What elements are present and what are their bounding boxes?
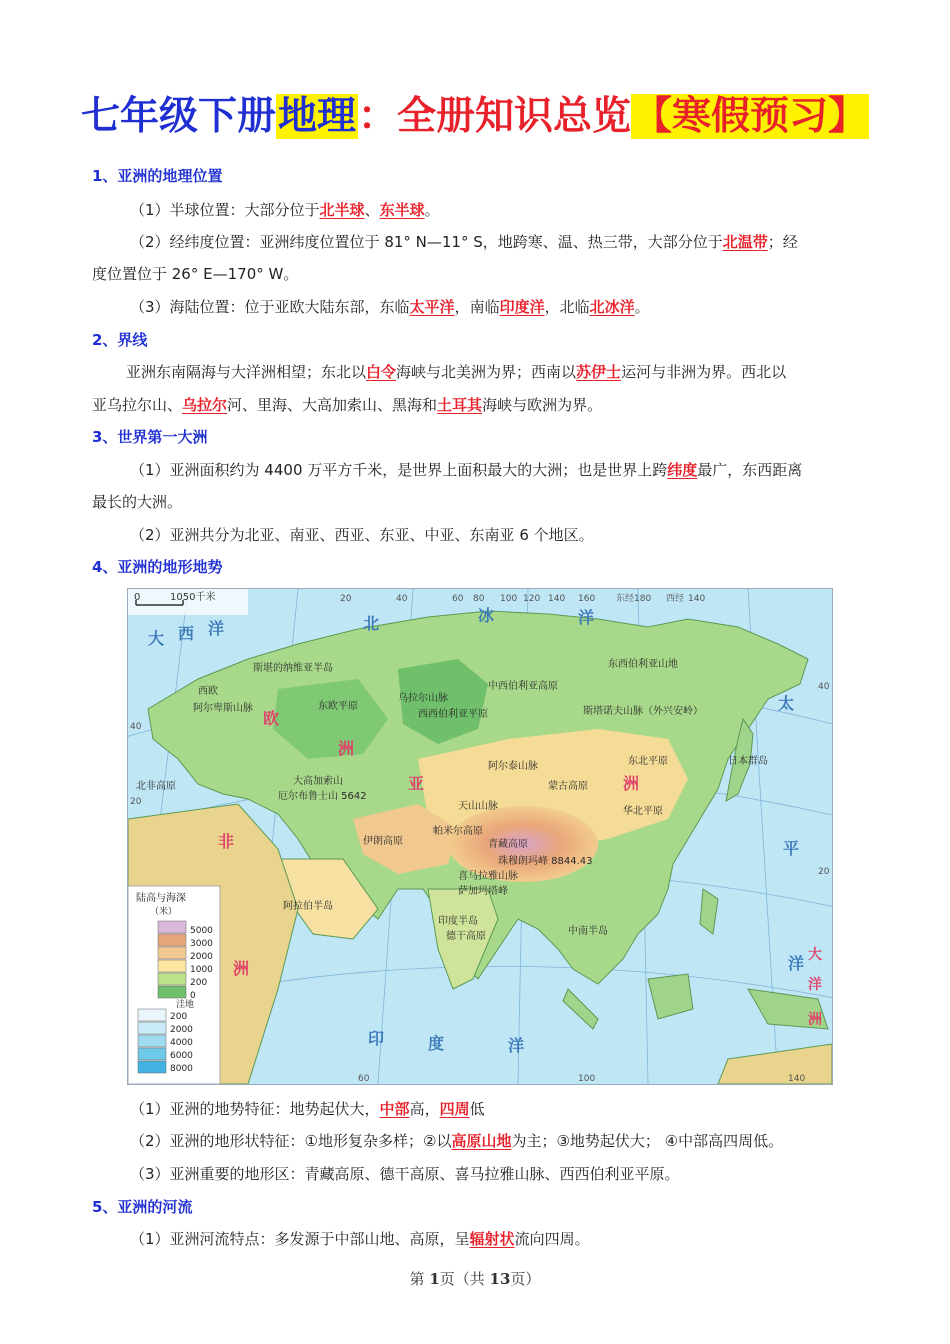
s4-l2-text: （2）亚洲的地形状特征：①地形复杂多样；②以: [130, 1132, 452, 1150]
tick: 120: [523, 594, 541, 604]
label-tianshan: 天山山脉: [458, 801, 498, 812]
s2-line-2: [92, 395, 862, 415]
s2-l2-text2: 河、里海、大高加索山、黑海和: [227, 396, 438, 414]
tick: 西经: [666, 594, 685, 604]
title-part2: 地理: [277, 94, 356, 139]
label-pamir: 帕米尔高原: [433, 826, 483, 837]
section-3-heading: 3、世界第一大洲: [92, 428, 208, 446]
label-stanovoy: 斯塔诺夫山脉（外兴安岭）: [583, 706, 703, 717]
legend-land-swatch: [158, 934, 186, 946]
key-term: 乌拉尔: [182, 396, 228, 414]
arctic-char-1: 北: [363, 614, 380, 633]
s2-l2-text: 亚乌拉尔山、: [92, 396, 183, 414]
legend-land-swatch: [158, 960, 186, 972]
atlantic-char-3: 洋: [208, 619, 225, 638]
s1-l2-text: （2）经纬度位置：亚洲纬度位置位于 81° N—11° S，地跨寒、温、热三带，大部分位于: [130, 233, 723, 251]
arctic-char-2: 冰: [478, 606, 495, 625]
map-svg: [128, 589, 832, 1084]
key-term: 四周: [439, 1100, 470, 1118]
s2-l1-end: 运河与非洲为界。西北以: [621, 363, 787, 381]
pacific-char-2: 平: [783, 839, 800, 858]
key-term: 北温带: [722, 233, 768, 251]
s1-l2-end: ；经: [767, 233, 798, 251]
scale-zero: 0: [134, 592, 141, 603]
tick: 100: [578, 1074, 596, 1084]
tick: 20: [818, 867, 830, 877]
africa-char-2: 洲: [233, 959, 250, 978]
legend-land-label: 200: [190, 978, 208, 988]
legend-unit: （米）: [150, 907, 178, 917]
key-term: 苏伊士: [576, 363, 622, 381]
tick: 20: [130, 797, 142, 807]
title-part4: 【寒假预习】: [633, 94, 868, 139]
page-footer: [0, 1268, 950, 1289]
indian-char-1: 印: [368, 1029, 385, 1048]
tick: 60: [358, 1074, 370, 1084]
s1-l4-text3: ，北临: [544, 298, 590, 316]
section-2-heading: 2、界线: [92, 331, 148, 349]
label-iran: 伊朗高原: [363, 836, 403, 847]
section-5-heading: 5、亚洲的河流: [92, 1198, 193, 1216]
legend-sea-label: 2000: [170, 1025, 193, 1035]
s4-line-1: [130, 1099, 900, 1119]
section-4-heading: 4、亚洲的地形地势: [92, 558, 223, 576]
legend-sea-label: 200: [170, 1012, 188, 1022]
label-mongolia: 蒙古高原: [548, 781, 588, 792]
label-east-euro-plain: 东欧平原: [318, 701, 358, 712]
s4-l1-text: （1）亚洲的地势特征：地势起伏大，: [130, 1100, 380, 1118]
s1-l4-text2: ，南临: [454, 298, 500, 316]
label-arabia: 阿拉伯半岛: [283, 901, 333, 912]
s1-l1-end: 。: [424, 201, 440, 219]
label-tibet: 青藏高原: [488, 839, 528, 850]
legend-sea-swatch: [138, 1022, 166, 1034]
legend-sea-label: 8000: [170, 1064, 193, 1074]
oceania-char-1: 大: [808, 947, 822, 963]
footer-prefix: 第: [409, 1270, 430, 1288]
title-part3: ：全册知识总览: [358, 94, 632, 139]
s3-l1-text: （1）亚洲面积约为 4400 万平方千米，是世界上面积最大的大洲；也是世界上跨: [130, 461, 668, 479]
key-term: 中部: [379, 1100, 410, 1118]
indian-char-3: 洋: [508, 1036, 525, 1055]
s1-l4-end: 。: [634, 298, 650, 316]
legend-land-label: 5000: [190, 926, 213, 936]
s5-line-1: [130, 1229, 900, 1249]
s3-line-1: [130, 460, 900, 480]
key-term: 北冰洋: [589, 298, 635, 316]
s3-line-3: （2）亚洲共分为北亚、南亚、西亚、东亚、中亚、东南亚 6 个地区。: [130, 526, 594, 544]
label-scandinavia: 斯堪的纳维亚半岛: [253, 663, 333, 674]
europe-char-2: 洲: [338, 739, 355, 758]
atlantic-char-1: 大: [148, 629, 165, 648]
s3-l1-end: 最广，东西距离: [697, 461, 803, 479]
s4-l1-text2: 高，: [409, 1100, 440, 1118]
key-term: 东半球: [379, 201, 425, 219]
s1-line-4: [130, 297, 900, 317]
label-e-siberia: 东西伯利亚山地: [608, 659, 678, 670]
key-term: 辐射状: [469, 1230, 515, 1248]
label-japan: 日本群岛: [728, 756, 768, 767]
s1-line-3: 度位置位于 26° E—170° W。: [92, 265, 299, 283]
s1-l1-sep: 、: [364, 201, 380, 219]
label-everest: 珠穆朗玛峰 8844.43: [498, 856, 593, 867]
legend-land-swatch: [158, 986, 186, 998]
map-scale: [128, 589, 248, 615]
map-legend: [128, 886, 220, 1084]
s2-l1-text2: 海峡与北美洲为界；西南以: [396, 363, 577, 381]
label-w-siberia: 西西伯利亚平原: [418, 709, 488, 720]
legend-sea-label: 6000: [170, 1051, 193, 1061]
label-indian-pen: 印度半岛: [438, 916, 478, 927]
tick: 40: [396, 594, 408, 604]
footer-total-pages: 13: [489, 1270, 511, 1288]
tick: 140: [788, 1074, 806, 1084]
label-c-siberia: 中西伯利亚高原: [488, 681, 558, 692]
asia-char-2: 洲: [623, 774, 640, 793]
label-altai: 阿尔泰山脉: [488, 761, 538, 772]
page-title: [0, 88, 950, 146]
label-himalaya: 喜马拉雅山脉: [458, 871, 518, 882]
s5-l1-text: （1）亚洲河流特点：多发源于中部山地、高原，呈: [130, 1230, 470, 1248]
europe-char-1: 欧: [263, 709, 280, 728]
s4-l2-end: 为主；③地势起伏大； ④中部高四周低。: [511, 1132, 784, 1150]
label-indochina: 中南半岛: [568, 926, 608, 937]
legend-sea-swatch: [138, 1048, 166, 1060]
title-part1: 七年级下册: [80, 94, 276, 139]
asia-topographic-map: [127, 588, 833, 1085]
arctic-char-3: 洋: [578, 608, 595, 627]
tick: 40: [818, 682, 830, 692]
legend-land-swatch: [158, 947, 186, 959]
label-deccan: 德干高原: [446, 931, 486, 942]
key-term: 印度洋: [499, 298, 545, 316]
tick: 100: [500, 594, 518, 604]
s4-line-2: [130, 1131, 900, 1151]
legend-lowland: 洼地: [176, 1000, 195, 1010]
label-kanchenjunga: 萨加玛塔峰: [458, 886, 508, 897]
label-caucasus: 大高加索山: [293, 776, 343, 787]
tick: 160: [578, 594, 596, 604]
s4-l1-end: 低: [469, 1100, 485, 1118]
footer-page-number: 1: [429, 1270, 440, 1288]
legend-sea-swatch: [138, 1061, 166, 1073]
label-ural: 乌拉尔山脉: [398, 693, 448, 704]
legend-title: 陆高与海深: [136, 893, 186, 904]
oceania-char-3: 洲: [808, 1012, 822, 1028]
oceania-char-2: 洋: [808, 977, 822, 993]
label-west-europe: 西欧: [198, 686, 218, 697]
s3-line-2: 最长的大洲。: [92, 493, 183, 511]
s1-l4-text: （3）海陆位置：位于亚欧大陆东部，东临: [130, 298, 410, 316]
indian-char-2: 度: [428, 1034, 445, 1053]
label-alps: 阿尔卑斯山脉: [193, 703, 253, 714]
s2-line-1: [126, 362, 896, 382]
atlantic-char-2: 西: [178, 624, 195, 643]
legend-sea-label: 4000: [170, 1038, 193, 1048]
key-term: 北半球: [319, 201, 365, 219]
label-n-africa: 北非高原: [136, 781, 176, 792]
s5-l1-end: 流向四周。: [514, 1230, 590, 1248]
tick: 140: [688, 594, 706, 604]
legend-land-swatch: [158, 973, 186, 985]
key-term: 土耳其: [437, 396, 483, 414]
key-term: 高原山地: [451, 1132, 512, 1150]
label-north-china: 华北平原: [623, 806, 663, 817]
footer-suffix: 页）: [510, 1270, 541, 1288]
legend-land-label: 1000: [190, 965, 213, 975]
legend-land-label: 3000: [190, 939, 213, 949]
legend-sea-swatch: [138, 1009, 166, 1021]
section-1-heading: 1、亚洲的地理位置: [92, 167, 223, 185]
asia-char-1: 亚: [408, 774, 425, 793]
legend-sea-swatch: [138, 1035, 166, 1047]
tick: 80: [473, 594, 485, 604]
footer-mid: 页（共: [439, 1270, 490, 1288]
tick: 60: [452, 594, 464, 604]
pacific-char-3: 洋: [788, 954, 805, 973]
africa-char-1: 非: [218, 832, 235, 851]
label-ne-plain: 东北平原: [628, 756, 668, 767]
tick: 40: [130, 722, 142, 732]
key-term: 纬度: [667, 461, 698, 479]
pacific-char-1: 太: [778, 694, 795, 713]
tick: 140: [548, 594, 566, 604]
legend-sea-swatches: [138, 1009, 193, 1074]
label-elbrus: 厄尔布鲁士山 5642: [278, 791, 367, 802]
s1-line-1: [130, 200, 900, 220]
legend-land-swatch: [158, 921, 186, 933]
s2-l2-end: 海峡与欧洲为界。: [482, 396, 603, 414]
s1-l1-text: （1）半球位置：大部分位于: [130, 201, 320, 219]
legend-land-label: 2000: [190, 952, 213, 962]
s1-line-2: [130, 232, 900, 252]
s4-line-3: （3）亚洲重要的地形区：青藏高原、德干高原、喜马拉雅山脉、西西伯利亚平原。: [130, 1165, 680, 1183]
legend-land-label: 0: [190, 991, 196, 1001]
scale-label: 1050千米: [170, 592, 216, 603]
tick: 东经180: [616, 594, 652, 604]
key-term: 太平洋: [409, 298, 455, 316]
tick: 20: [340, 594, 352, 604]
s2-l1-text: 亚洲东南隔海与大洋洲相望；东北以: [126, 363, 367, 381]
key-term: 白令: [366, 363, 397, 381]
